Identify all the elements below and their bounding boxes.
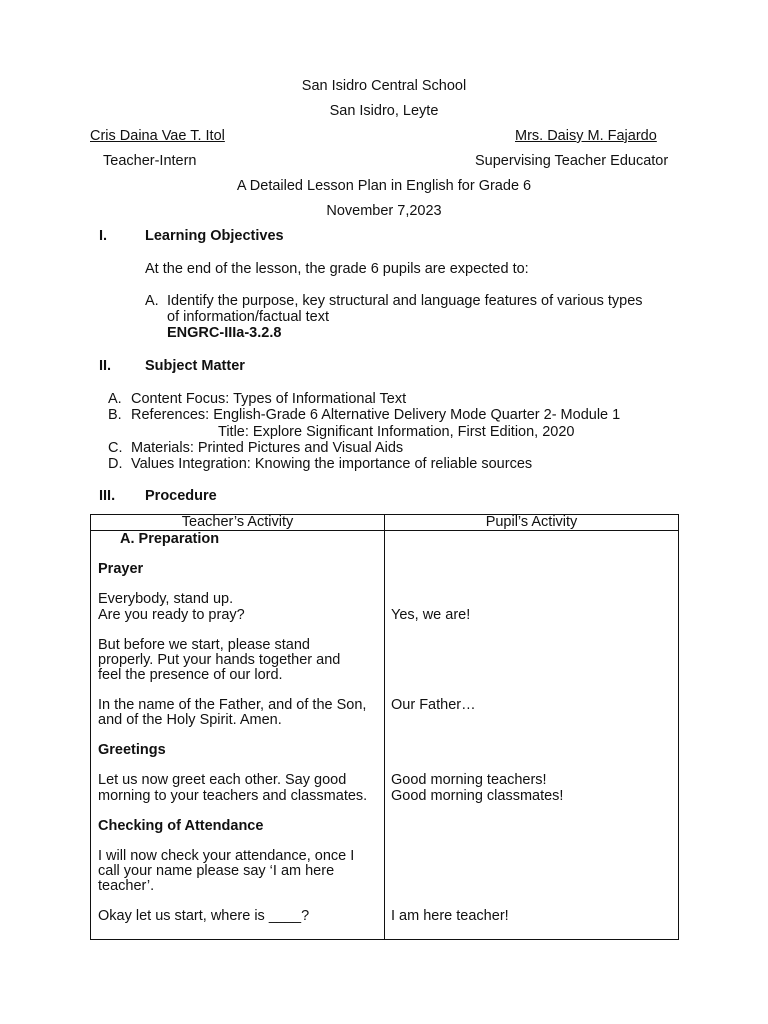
- pupil-line: I am here teacher!: [391, 908, 509, 924]
- teacher-line: Okay let us start, where is ____?: [98, 908, 310, 924]
- pupil-activity-header: Pupil’s Activity: [385, 515, 679, 531]
- pupil-activity-cell: [385, 531, 679, 940]
- subject-item: Values Integration: Knowing the importance of reliable sources: [131, 456, 533, 472]
- greetings-heading: Greetings: [98, 742, 166, 758]
- pupil-line: Good morning teachers!: [391, 772, 547, 788]
- teacher-line: feel the presence of our lord.: [98, 667, 283, 683]
- teacher-line: and of the Holy Spirit. Amen.: [98, 712, 282, 728]
- plan-date: November 7,2023: [326, 203, 442, 219]
- school-name: San Isidro Central School: [301, 78, 467, 94]
- pupil-line: Good morning classmates!: [391, 788, 564, 804]
- procedure-table: [90, 514, 679, 940]
- subject-item: References: English-Grade 6 Alternative Delivery Mode Quarter 2- Module 1: [131, 407, 621, 423]
- teacher-line: call your name please say ‘I am here: [98, 863, 335, 879]
- objective-line-1: Identify the purpose, key structural and language features of various types: [167, 293, 643, 309]
- teacher-line: But before we start, please stand: [98, 637, 310, 653]
- table-row: [91, 531, 679, 940]
- objective-letter: A.: [145, 293, 159, 309]
- section-2-number: II.: [99, 358, 112, 374]
- subject-item: Title: Explore Significant Information, First Edition, 2020: [218, 424, 575, 440]
- subject-item-letter: D.: [108, 456, 123, 472]
- subject-item: Content Focus: Types of Informational Text: [131, 391, 407, 407]
- objective-line-2: of information/factual text: [167, 309, 329, 325]
- preparation-heading: A. Preparation: [120, 531, 220, 547]
- teacher-line: Are you ready to pray?: [98, 607, 245, 623]
- competency-code: ENGRC-IIIa-3.2.8: [167, 325, 282, 341]
- pupil-line: Our Father…: [391, 697, 476, 713]
- supervisor-name: Mrs. Daisy M. Fajardo: [515, 128, 657, 144]
- section-3-number: III.: [99, 488, 116, 504]
- section-3-title: Procedure: [145, 488, 217, 504]
- teacher-line: morning to your teachers and classmates.: [98, 788, 368, 804]
- teacher-line: Let us now greet each other. Say good: [98, 772, 347, 788]
- subject-item-letter: C.: [108, 440, 123, 456]
- teacher-line: properly. Put your hands together and: [98, 652, 341, 668]
- supervisor-role: Supervising Teacher Educator: [475, 153, 669, 169]
- school-location: San Isidro, Leyte: [329, 103, 439, 119]
- subject-item-letter: B.: [108, 407, 122, 423]
- teacher-activity-header: Teacher’s Activity: [91, 515, 385, 531]
- pupil-line: Yes, we are!: [391, 607, 471, 623]
- prayer-heading: Prayer: [98, 561, 144, 577]
- section-1-number: I.: [99, 228, 108, 244]
- attendance-heading: Checking of Attendance: [98, 818, 264, 834]
- teacher-line: teacher’.: [98, 878, 155, 894]
- intern-role: Teacher-Intern: [103, 153, 197, 169]
- intern-name: Cris Daina Vae T. Itol: [90, 128, 225, 144]
- subject-item-letter: A.: [108, 391, 122, 407]
- section-1-title: Learning Objectives: [145, 228, 284, 244]
- subject-item: Materials: Printed Pictures and Visual Aids: [131, 440, 404, 456]
- teacher-line: In the name of the Father, and of the Son,: [98, 697, 367, 713]
- section-2-title: Subject Matter: [145, 358, 245, 374]
- teacher-line: I will now check your attendance, once I: [98, 848, 355, 864]
- teacher-activity-cell: [91, 531, 385, 940]
- teacher-line: Everybody, stand up.: [98, 591, 234, 607]
- plan-title: A Detailed Lesson Plan in English for Grade 6: [236, 178, 532, 194]
- table-header-row: [91, 515, 679, 531]
- objectives-intro: At the end of the lesson, the grade 6 pupils are expected to:: [145, 261, 529, 277]
